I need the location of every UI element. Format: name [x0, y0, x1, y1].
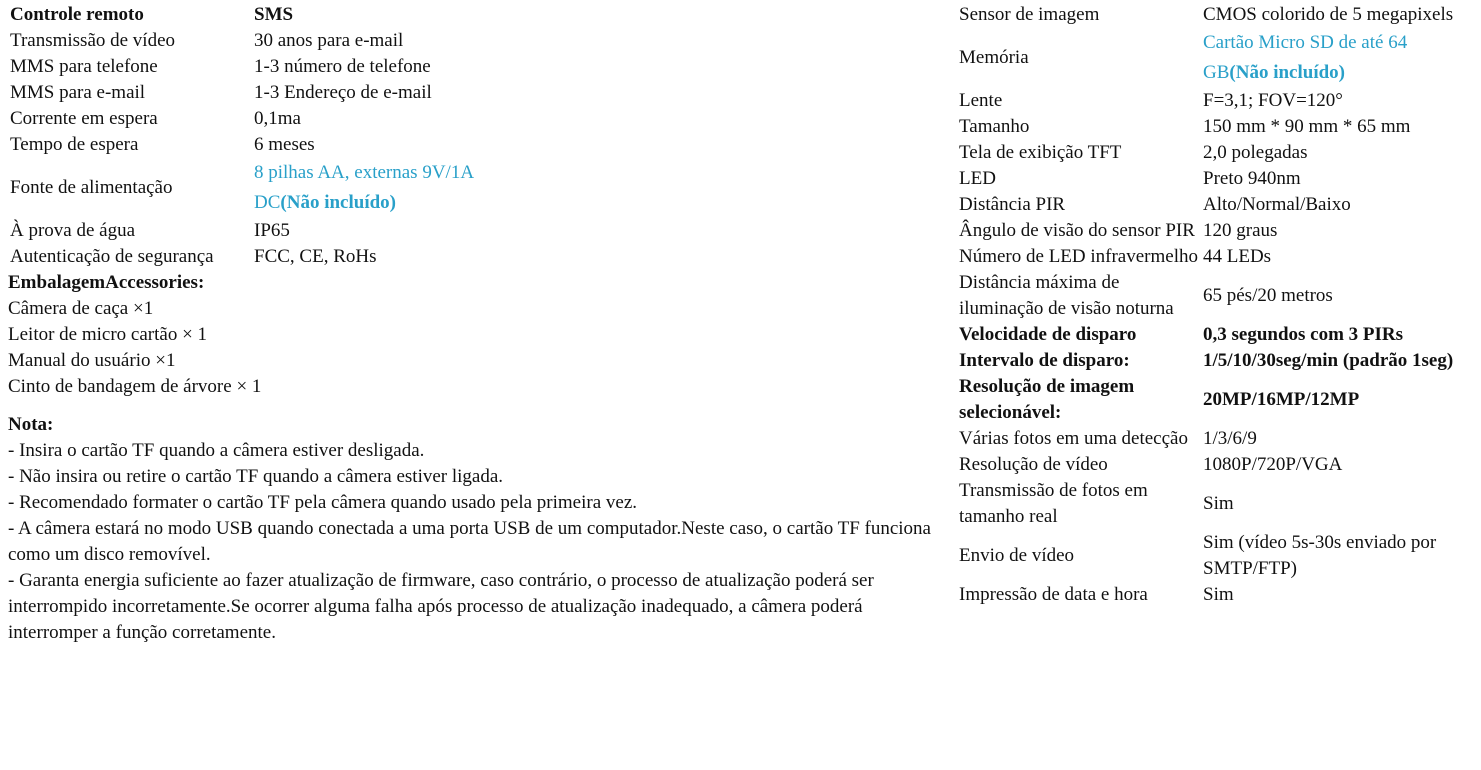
spec-row	[8, 80, 476, 106]
note-line: - Não insira ou retire o cartão TF quando a câmera estiver ligada.	[8, 466, 504, 487]
spec-label: Transmissão de vídeo	[10, 30, 176, 51]
spec-value-bold: (Não incluído)	[280, 192, 397, 213]
spec-value: IP65	[254, 220, 290, 241]
spec-label: Distância máxima de iluminação de visão noturna	[959, 272, 1174, 319]
note-title: Nota:	[8, 414, 54, 435]
spec-label: Transmissão de fotos em tamanho real	[959, 480, 1148, 527]
spec-label: Distância PIR	[959, 194, 1066, 215]
spec-label: Número de LED infravermelho	[959, 246, 1198, 267]
spec-row	[957, 452, 1479, 478]
spec-row	[957, 218, 1479, 244]
spec-label: Memória	[959, 47, 1029, 68]
spec-label: Envio de vídeo	[959, 545, 1075, 566]
spec-value-highlight	[1201, 28, 1479, 88]
spec-value-bold: (Não incluído)	[1229, 62, 1346, 83]
spec-value: Sim (vídeo 5s-30s enviado por SMTP/FTP)	[1203, 532, 1437, 579]
note-line: - A câmera estará no modo USB quando conectada a uma porta USB de um computador.Neste caso, o cartão TF funciona como um disco removível.	[8, 518, 931, 565]
note-line: - Garanta energia suficiente ao fazer atualização de firmware, caso contrário, o processo de atualização poderá ser interrompido incorretamente.Se ocorrer alguma falha após processo de atualização inadequado, a câmera poderá interromper a função corretamente.	[8, 570, 874, 643]
note-line: - Insira o cartão TF quando a câmera estiver desligada.	[8, 440, 425, 461]
spec-label: Ângulo de visão do sensor PIR	[959, 220, 1195, 241]
spec-value: Sim	[1203, 493, 1234, 514]
accessory-item: Manual do usuário ×1	[8, 350, 176, 371]
spec-value: 20MP/16MP/12MP	[1203, 389, 1360, 410]
spec-value: 30 anos para e-mail	[254, 30, 404, 51]
spec-row	[957, 28, 1479, 88]
spec-value: 1-3 Endereço de e-mail	[254, 82, 432, 103]
spec-row	[8, 218, 476, 244]
spec-value: 65 pés/20 metros	[1203, 285, 1333, 306]
spec-label: Lente	[959, 90, 1003, 111]
left-column	[8, 2, 948, 643]
left-spec-table	[8, 2, 476, 270]
note-line: - Recomendado formater o cartão TF pela câmera quando usado pela primeira vez.	[8, 492, 638, 513]
spec-value-line: GB	[1203, 62, 1230, 83]
note-section	[8, 412, 948, 643]
spec-row	[957, 530, 1479, 582]
spec-value: 0,3 segundos com 3 PIRs	[1203, 324, 1404, 345]
spec-value: Sim	[1203, 584, 1234, 605]
spec-label: Corrente em espera	[10, 108, 158, 129]
spec-row	[8, 158, 476, 218]
spec-label: Sensor de imagem	[959, 4, 1100, 25]
spec-row	[957, 244, 1479, 270]
spec-value: Alto/Normal/Baixo	[1203, 194, 1351, 215]
spec-row	[957, 166, 1479, 192]
spec-label: Resolução de vídeo	[959, 454, 1108, 475]
spec-label: Tamanho	[959, 116, 1030, 137]
spec-label: MMS para e-mail	[10, 82, 146, 103]
spec-label: Tela de exibição TFT	[959, 142, 1122, 163]
spec-row	[957, 478, 1479, 530]
spec-label: Intervalo de disparo:	[959, 350, 1130, 371]
right-spec-table	[957, 2, 1479, 608]
spec-value: Preto 940nm	[1203, 168, 1301, 189]
spec-label: LED	[959, 168, 996, 189]
spec-row	[957, 88, 1479, 114]
spec-row	[957, 270, 1479, 322]
spec-label: Fonte de alimentação	[10, 177, 173, 198]
spec-row	[957, 348, 1479, 374]
spec-value: 1/5/10/30seg/min (padrão 1seg)	[1203, 350, 1454, 371]
spec-value: 150 mm * 90 mm * 65 mm	[1203, 116, 1411, 137]
spec-row	[957, 2, 1479, 28]
spec-row	[8, 54, 476, 80]
spec-value-line: Cartão Micro SD de até 64	[1203, 32, 1408, 53]
spec-label: Velocidade de disparo	[959, 324, 1137, 345]
accessory-item: Cinto de bandagem de árvore × 1	[8, 376, 262, 397]
spec-label: Tempo de espera	[10, 134, 139, 155]
spec-label: Resolução de imagem selecionável:	[959, 376, 1135, 423]
spec-value: CMOS colorido de 5 megapixels	[1203, 4, 1454, 25]
spec-value: 2,0 polegadas	[1203, 142, 1308, 163]
spec-row	[957, 322, 1479, 348]
spec-value: 44 LEDs	[1203, 246, 1272, 267]
spec-label: Autenticação de segurança	[10, 246, 214, 267]
spec-row	[957, 192, 1479, 218]
spec-row	[957, 140, 1479, 166]
spec-label: Controle remoto	[10, 4, 144, 25]
spec-row	[957, 582, 1479, 608]
spec-value: F=3,1; FOV=120°	[1203, 90, 1343, 111]
spec-label: Impressão de data e hora	[959, 584, 1148, 605]
spec-row	[957, 426, 1479, 452]
accessory-item: Leitor de micro cartão × 1	[8, 324, 208, 345]
right-column	[957, 2, 1479, 608]
spec-row	[8, 106, 476, 132]
spec-value: 6 meses	[254, 134, 315, 155]
spec-value: FCC, CE, RoHs	[254, 246, 377, 267]
spec-value: SMS	[254, 4, 294, 25]
spec-label: MMS para telefone	[10, 56, 158, 77]
accessories-section	[8, 270, 948, 400]
spec-row	[8, 244, 476, 270]
spec-value: 1/3/6/9	[1203, 428, 1257, 449]
spec-row	[8, 132, 476, 158]
spec-value: 1-3 número de telefone	[254, 56, 431, 77]
spec-label: À prova de água	[10, 220, 136, 241]
spec-value-line: DC	[254, 192, 281, 213]
spec-label: Várias fotos em uma detecção	[959, 428, 1188, 449]
accessories-title: EmbalagemAccessories:	[8, 272, 205, 293]
spec-value: 120 graus	[1203, 220, 1278, 241]
spec-row	[8, 2, 476, 28]
spec-row	[957, 114, 1479, 140]
spec-value-highlight	[252, 158, 476, 218]
spec-row	[957, 374, 1479, 426]
spec-value: 1080P/720P/VGA	[1203, 454, 1343, 475]
spec-value: 0,1ma	[254, 108, 301, 129]
spec-row	[8, 28, 476, 54]
accessory-item: Câmera de caça ×1	[8, 298, 154, 319]
spec-value-line: 8 pilhas AA, externas 9V/1A	[254, 162, 475, 183]
